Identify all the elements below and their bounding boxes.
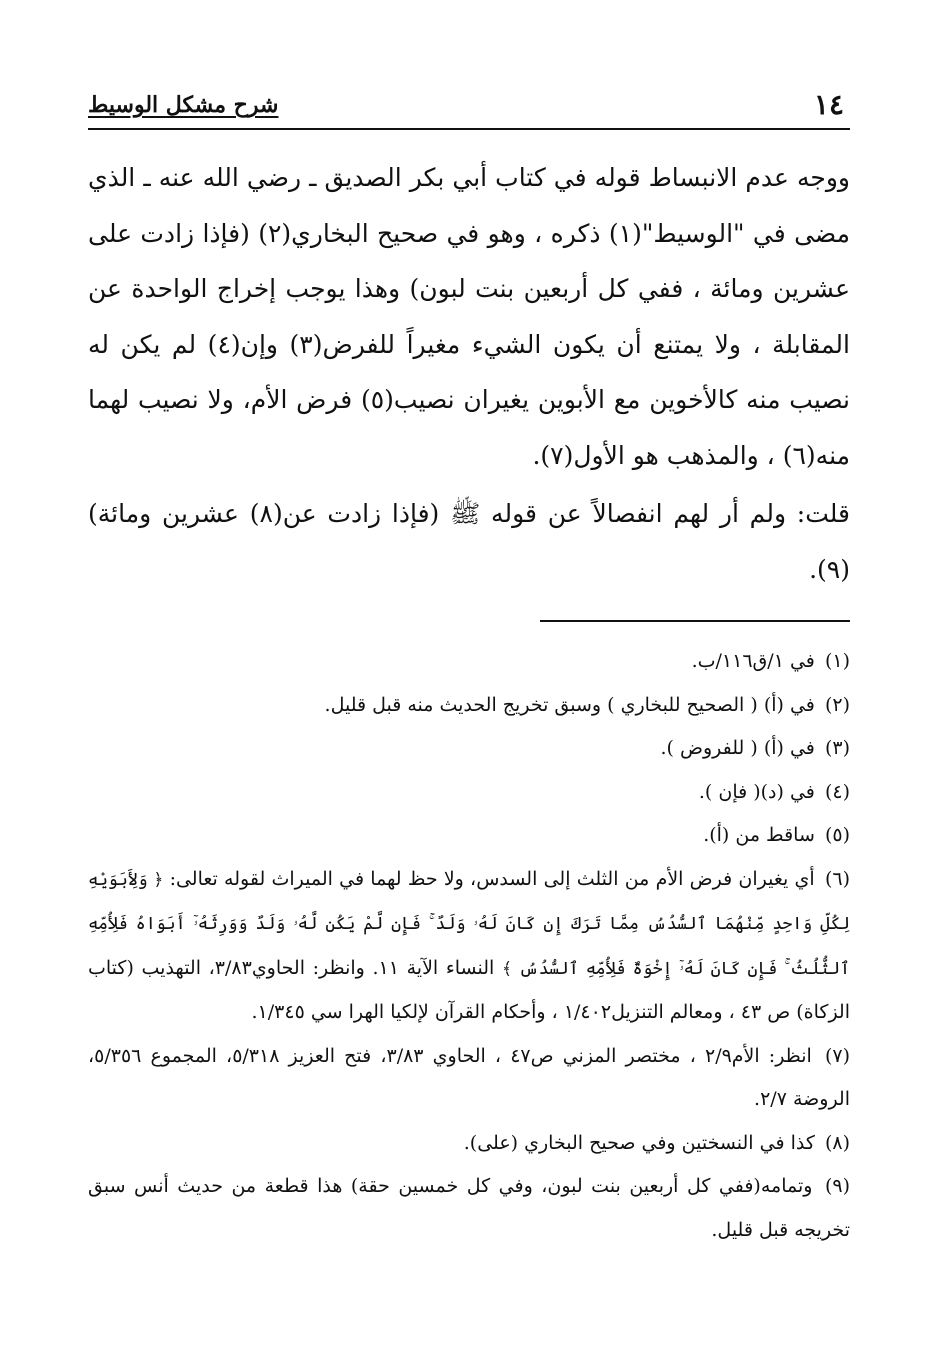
footnote-number: (٧)	[824, 1044, 851, 1067]
footnote-number: (٦)	[824, 867, 851, 890]
footnote-text: في (أ) ( الصحيح للبخاري ) وسبق تخريج الحديث منه قبل قليل.	[324, 693, 815, 716]
footnote-text: وتمامه(ففي كل أربعين بنت لبون، وفي كل خمسين حقة) هذا قطعة من حديث أنس سبق تخريجه قبل قليل.	[88, 1175, 850, 1241]
quran-verse: ﴿ وَلِأَبَوَيْهِ لِكُلِّ وَاحِدٍ مِّنْهُمَا ٱلسُّدُسُ مِمَّا تَرَكَ إِن كَانَ لَهُۥ وَلَدٌ ۚ فَإِن لَّمْ يَكُن لَّهُۥ وَلَدٌ وَوَرِثَهُۥٓ أَبَوَاهُ فَلِأُمِّهِ ٱلثُّلُثُ ۚ فَإِن كَانَ لَهُۥٓ إِخْوَةٌ فَلِأُمِّهِ ٱلسُّدُسُ ﴾	[88, 869, 851, 979]
page-number: ١٤	[813, 88, 844, 121]
footnote-text: في ١/ق١١٦/ب.	[691, 650, 815, 672]
footnote-text: ساقط من (أ).	[703, 824, 815, 846]
footnote-8	[88, 1122, 850, 1166]
footnote-number: (٤)	[824, 780, 850, 803]
page-header	[88, 88, 850, 130]
footnote-3	[88, 727, 850, 771]
footnote-text: انظر: الأم٢/٩ ، مختصر المزني ص٤٧ ، الحاوي ٣/٨٣، فتح العزيز ٥/٣١٨، المجموع ٥/٣٥٦، الروضة ٢/٧.	[88, 1044, 850, 1110]
paragraph-1: ووجه عدم الانبساط قوله في كتاب أبي بكر الصديق ـ رضي الله عنه ـ الذي مضى في "الوسيط"(١) ذكره ، وهو في صحيح البخاري(٢) (فإذا زادت على عشرين ومائة ، ففي كل أربعين بنت لبون) وهذا يوجب إخراج الواحدة عن المقابلة ، ولا يمتنع أن يكون الشيء مغيراً للفرض(٣) وإن(٤) لم يكن له نصيب منه كالأخوين مع الأبوين يغيران نصيب(٥) فرض الأم، ولا نصيب لهما منه(٦) ، والمذهب هو الأول(٧).	[88, 163, 850, 470]
footnote-number: (٣)	[824, 737, 850, 759]
footnote-text: أي يغيران فرض الأم من الثلث إلى السدس، ولا حظ لهما في الميراث لقوله تعالى:	[169, 867, 815, 890]
footnote-number: (١)	[824, 650, 850, 672]
footnote-6	[88, 858, 850, 1035]
footnote-number: (٩)	[824, 1175, 850, 1197]
footnote-separator	[540, 620, 850, 622]
footnote-text-continued: النساء الآية ١١. وانظر: الحاوي٣/٨٣، التهذيب (كتاب الزكاة) ص ٤٣ ، ومعالم التنزيل١/٤٠٢ ، وأحكام القرآن لإلكيا الهرا سي ١/٣٤٥.	[88, 956, 850, 1023]
footnote-2	[88, 684, 850, 728]
footnote-text: في (أ) ( للفروض ).	[660, 737, 815, 759]
footnote-7	[88, 1035, 850, 1122]
footnote-text: كذا في النسختين وفي صحيح البخاري (على).	[463, 1131, 815, 1154]
running-title: شرح مشكل الوسيط	[88, 92, 279, 118]
footnote-number: (٥)	[824, 824, 850, 846]
main-text	[88, 150, 850, 597]
footnote-text: في (د)( فإن ).	[698, 780, 815, 803]
footnote-number: (٨)	[824, 1131, 850, 1154]
footnotes	[88, 640, 850, 1252]
footnote-1	[88, 640, 850, 684]
paragraph-2: قلت: ولم أر لهم انفصالاً عن قوله ﷺ (فإذا زادت عن(٨) عشرين ومائة)(٩).	[88, 499, 850, 584]
footnote-4	[88, 771, 850, 815]
footnote-number: (٢)	[824, 693, 850, 716]
footnote-5	[88, 814, 850, 858]
footnote-9	[88, 1165, 850, 1252]
